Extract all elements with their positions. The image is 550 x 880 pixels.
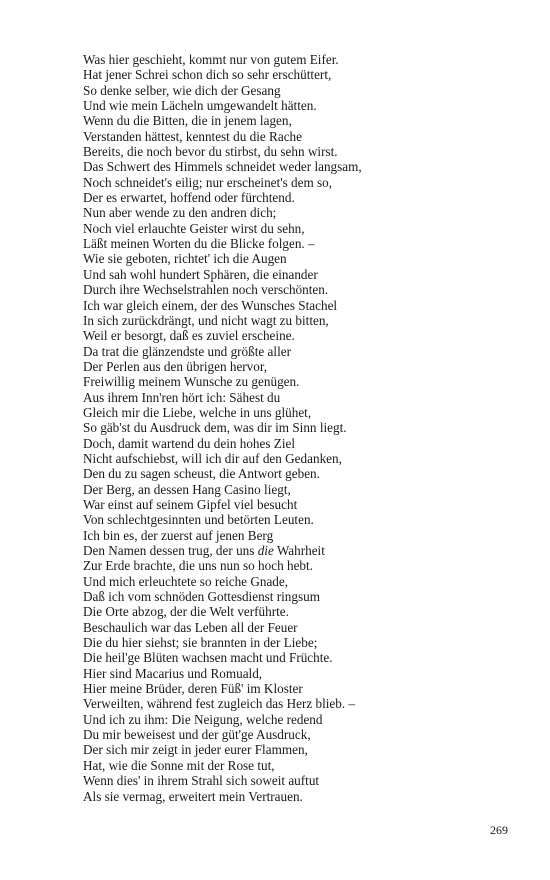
poem-line: [83, 344, 362, 359]
line-segment: Hat, wie die Sonne mit der Rose tut,: [83, 757, 275, 773]
line-segment: Gleich mir die Liebe, welche in uns glühet,: [83, 404, 312, 420]
poem-line: [83, 727, 362, 742]
line-segment: Hat jener Schrei schon dich so sehr erschüttert,: [83, 67, 332, 83]
poem-line: [83, 436, 362, 451]
line-segment: Doch, damit wartend du dein hohes Ziel: [83, 435, 296, 451]
line-segment: Daß ich vom schnöden Gottesdienst ringsum: [83, 589, 320, 605]
line-segment: Läßt meinen Worten du die Blicke folgen. –: [83, 236, 315, 252]
poem-line: [83, 758, 362, 773]
poem-line: [83, 190, 362, 205]
line-segment: Freiwillig meinem Wunsche zu genügen.: [83, 374, 300, 390]
line-segment: Hier meine Brüder, deren Füß' im Kloster: [83, 681, 303, 697]
line-segment: Den du zu sagen scheust, die Antwort geben.: [83, 466, 320, 482]
line-segment: Wenn du die Bitten, die in jenem lagen,: [83, 113, 292, 129]
poem-line: [83, 482, 362, 497]
line-segment: Das Schwert des Himmels schneidet weder langsam,: [83, 159, 362, 175]
line-segment: Bereits, die noch bevor du stirbst, du sehn wirst.: [83, 144, 338, 160]
poem-text: [83, 52, 362, 804]
line-segment: Nun aber wende zu den andren dich;: [83, 205, 277, 221]
page-number: 269: [490, 823, 508, 837]
line-segment: Hier sind Macarius und Romuald,: [83, 665, 263, 681]
line-segment: Die Orte abzog, der die Welt verführte.: [83, 604, 289, 620]
poem-line: [83, 282, 362, 297]
poem-line: [83, 159, 362, 174]
poem-line: [83, 574, 362, 589]
poem-line: [83, 221, 362, 236]
line-segment: Noch schneidet's eilig; nur erscheinet's dem so,: [83, 174, 333, 190]
line-segment: Der Perlen aus den übrigen hervor,: [83, 358, 268, 374]
line-segment: Die du hier siehst; sie brannten in der Liebe;: [83, 635, 318, 651]
line-segment: So gäb'st du Ausdruck dem, was dir im Sinn liegt.: [83, 420, 347, 436]
line-segment: Beschaulich war das Leben all der Feuer: [83, 619, 298, 635]
line-segment: Ich bin es, der zuerst auf jenen Berg: [83, 527, 274, 543]
poem-line: [83, 789, 362, 804]
poem-line: [83, 144, 362, 159]
poem-line: [83, 298, 362, 313]
poem-line: [83, 712, 362, 727]
line-segment: Der es erwartet, hoffend oder fürchtend.: [83, 190, 295, 206]
line-segment: Und ich zu ihm: Die Neigung, welche redend: [83, 711, 323, 727]
poem-line: [83, 390, 362, 405]
line-segment: Da trat die glänzendste und größte aller: [83, 343, 291, 359]
italic-word: die: [257, 543, 274, 558]
poem-line: [83, 558, 362, 573]
line-segment: War einst auf seinem Gipfel viel besucht: [83, 496, 298, 512]
poem-line: [83, 466, 362, 481]
poem-line: [83, 328, 362, 343]
poem-line: [83, 512, 362, 527]
line-segment: Und sah wohl hundert Sphären, die einander: [83, 266, 318, 282]
line-segment: Der sich mir zeigt in jeder eurer Flammen,: [83, 742, 308, 758]
poem-line: [83, 420, 362, 435]
line-segment: Wie sie geboten, richtet' ich die Augen: [83, 251, 287, 267]
poem-line: [83, 528, 362, 543]
poem-line: [83, 681, 362, 696]
poem-line: [83, 83, 362, 98]
line-segment: Durch ihre Wechselstrahlen noch verschönten.: [83, 282, 329, 298]
line-segment: Und wie mein Lächeln umgewandelt hätten.: [83, 98, 317, 114]
poem-line: [83, 67, 362, 82]
line-segment: Ich war gleich einem, der des Wunsches Stachel: [83, 297, 338, 313]
line-segment: Verweilten, während fest zugleich das Herz blieb. –: [83, 696, 356, 712]
line-segment: Der Berg, an dessen Hang Casino liegt,: [83, 481, 291, 497]
poem-line: [83, 589, 362, 604]
poem-line: [83, 620, 362, 635]
poem-line: [83, 666, 362, 681]
poem-line: [83, 251, 362, 266]
poem-line: [83, 742, 362, 757]
line-segment: So denke selber, wie dich der Gesang: [83, 82, 281, 98]
poem-line: [83, 98, 362, 113]
poem-line: [83, 374, 362, 389]
line-segment: Wenn dies' in ihrem Strahl sich soweit auftut: [83, 773, 320, 789]
line-segment: Die heil'ge Blüten wachsen macht und Früchte.: [83, 650, 333, 666]
line-segment: Und mich erleuchtete so reiche Gnade,: [83, 573, 289, 589]
poem-line: [83, 236, 362, 251]
poem-line: [83, 543, 362, 558]
line-segment: Wahrheit: [273, 543, 325, 558]
poem-line: [83, 604, 362, 619]
line-segment: Was hier geschieht, kommt nur von gutem Eifer.: [83, 52, 339, 67]
line-segment: Weil er besorgt, daß es zuviel erscheine.: [83, 328, 295, 344]
poem-line: [83, 175, 362, 190]
line-segment: Als sie vermag, erweitert mein Vertrauen.: [83, 788, 303, 804]
poem-line: [83, 129, 362, 144]
line-segment: Den Namen dessen trug, der uns: [83, 543, 258, 558]
line-segment: Aus ihrem Inn'ren hört ich: Sähest du: [83, 389, 281, 405]
line-segment: Von schlechtgesinnten und betörten Leuten.: [83, 512, 314, 528]
poem-line: [83, 359, 362, 374]
poem-line: [83, 451, 362, 466]
poem-line: [83, 650, 362, 665]
poem-line: [83, 497, 362, 512]
poem-line: [83, 52, 362, 67]
poem-line: [83, 113, 362, 128]
line-segment: Nicht aufschiebst, will ich dir auf den Gedanken,: [83, 450, 342, 466]
line-segment: Du mir beweisest und der güt'ge Ausdruck,: [83, 727, 311, 743]
line-segment: Noch viel erlauchte Geister wirst du sehn,: [83, 220, 305, 236]
poem-line: [83, 635, 362, 650]
line-segment: Verstanden hättest, kenntest du die Rache: [83, 128, 302, 144]
line-segment: In sich zurückdrängt, und nicht wagt zu bitten,: [83, 312, 329, 328]
poem-line: [83, 696, 362, 711]
poem-line: [83, 313, 362, 328]
line-segment: Zur Erde brachte, die uns nun so hoch hebt.: [83, 558, 313, 574]
poem-line: [83, 773, 362, 788]
poem-line: [83, 267, 362, 282]
poem-line: [83, 405, 362, 420]
poem-line: [83, 205, 362, 220]
